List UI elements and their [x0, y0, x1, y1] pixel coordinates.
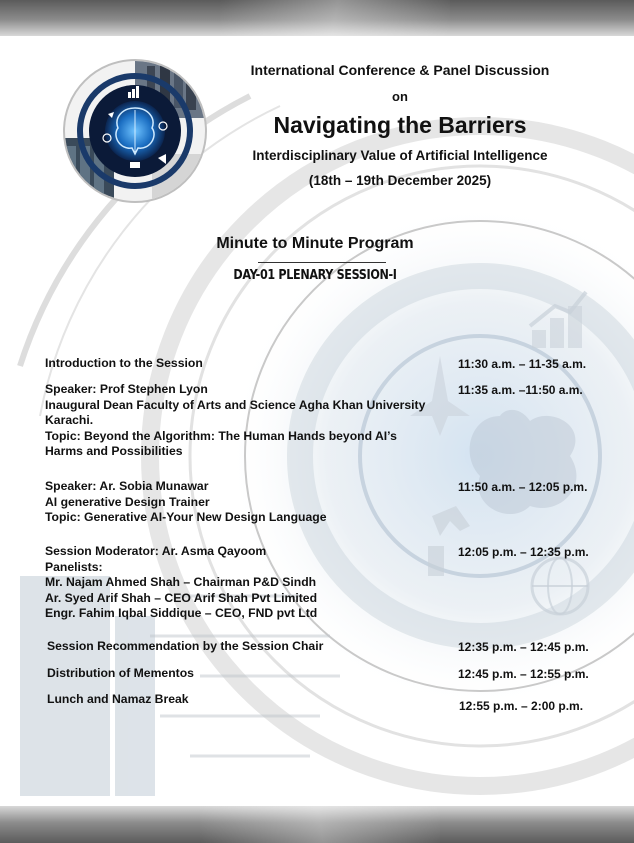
conference-on-label: on	[392, 89, 408, 104]
program-item-line: Introduction to the Session	[45, 356, 203, 370]
program-item-line: Karachi.	[45, 413, 94, 428]
program-item-time: 12:35 p.m. – 12:45 p.m.	[458, 640, 589, 654]
program-item-line: Session Moderator: Ar. Asma Qayoom	[45, 544, 267, 558]
program-item-line: Ar. Syed Arif Shah – CEO Arif Shah Pvt Limited	[45, 590, 318, 605]
program-item-line: Session Recommendation by the Session Chair	[47, 639, 324, 653]
program-item-line: Harms and Possibilities	[45, 444, 183, 459]
conference-logo	[62, 58, 208, 204]
session-title: DAY-01 PLENARY SESSION-I	[233, 268, 397, 283]
bottom-band	[0, 806, 634, 843]
program-item-time: 12:55 p.m. – 2:00 p.m.	[459, 699, 584, 713]
program-item	[47, 666, 194, 682]
program-item	[47, 692, 189, 708]
program-item-time: 11:50 a.m. – 12:05 p.m.	[458, 480, 588, 494]
program-item-line: Inaugural Dean Faculty of Arts and Science Agha Khan University	[45, 397, 426, 412]
program-item-line: Panelists:	[45, 559, 103, 574]
program-item-time: 11:30 a.m. – 11-35 a.m.	[458, 357, 587, 371]
program-item-line: Topic: Generative AI-Your New Design Language	[45, 510, 327, 525]
program-item-line: Distribution of Mementos	[47, 666, 194, 680]
program-item-line: AI generative Design Trainer	[45, 494, 210, 509]
page-title: Navigating the Barriers	[273, 112, 527, 138]
program-item-time: 12:05 p.m. – 12:35 p.m.	[458, 545, 589, 559]
program-item-line: Mr. Najam Ahmed Shah – Chairman P&D Sindh	[45, 575, 317, 590]
program-item	[45, 382, 425, 460]
top-band	[0, 0, 634, 36]
program-item	[45, 356, 203, 372]
program-item	[45, 544, 317, 622]
program-item-time: 12:45 p.m. – 12:55 p.m.	[458, 667, 589, 681]
program-item-line: Engr. Fahim Iqbal Siddique – CEO, FND pvt Ltd	[45, 606, 318, 621]
program-title: Minute to Minute Program	[216, 235, 414, 252]
program-item	[45, 479, 326, 526]
conference-dates: (18th – 19th December 2025)	[308, 173, 492, 188]
program-item-line: Speaker: Prof Stephen Lyon	[45, 382, 208, 396]
program-item-time: 11:35 a.m. –11:50 a.m.	[458, 383, 583, 397]
program-item	[47, 639, 323, 655]
program-item-line: Topic: Beyond the Algorithm: The Human Hands beyond AI’s	[45, 428, 397, 443]
program-item-line: Lunch and Namaz Break	[47, 692, 189, 706]
program-item-line: Speaker: Ar. Sobia Munawar	[45, 479, 209, 493]
divider	[258, 262, 386, 263]
page-subtitle: Interdisciplinary Value of Artificial Intelligence	[252, 148, 548, 163]
conference-title: International Conference & Panel Discussion	[250, 62, 550, 78]
